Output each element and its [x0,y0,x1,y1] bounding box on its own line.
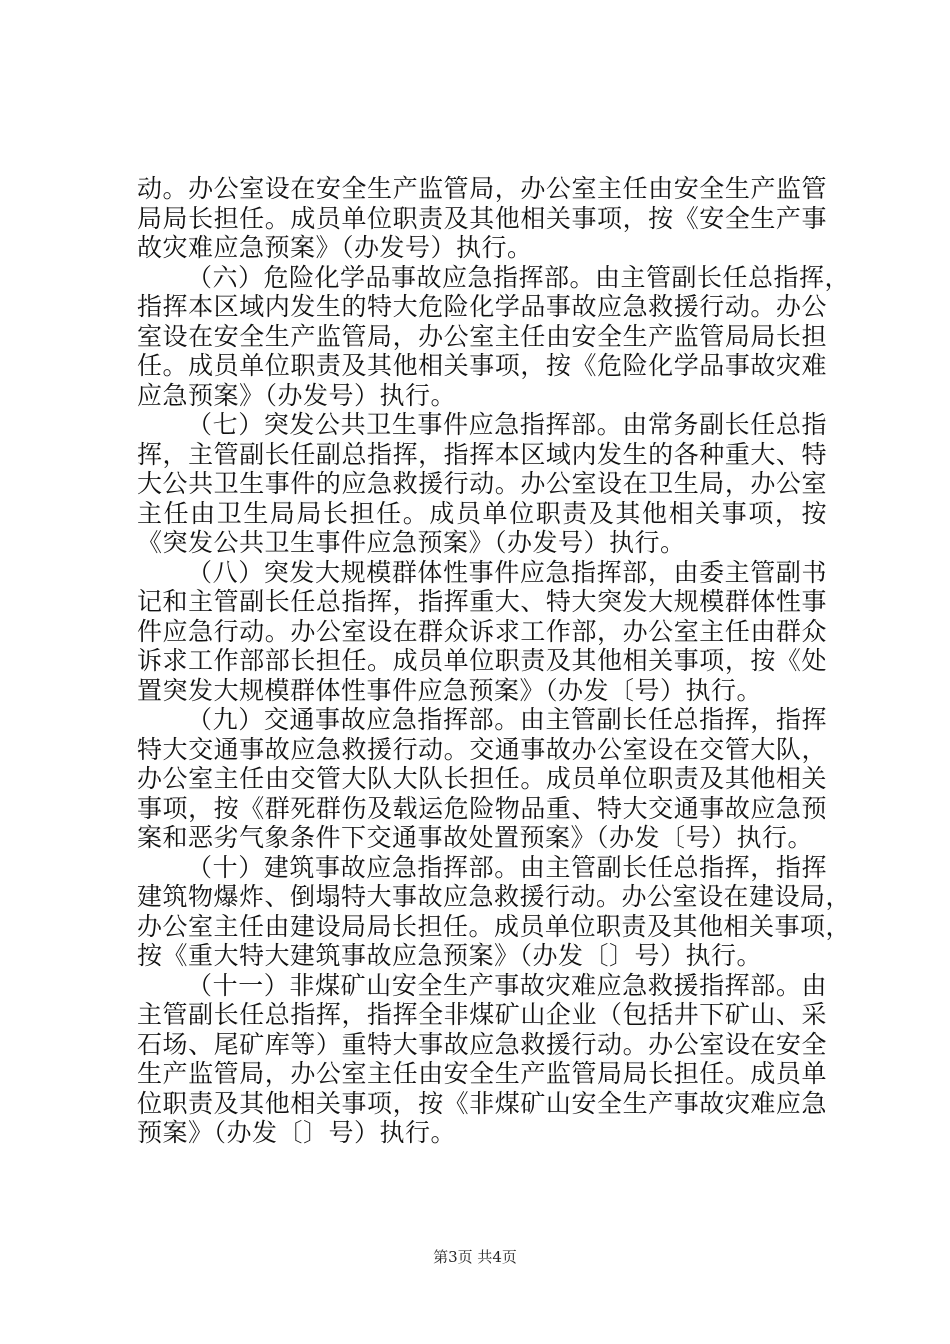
text-line: 位职责及其他相关事项，按《非煤矿山安全生产事故灾难应急 [137,1088,827,1118]
text-line: 办公室主任由交管大队大队长担任。成员单位职责及其他相关 [137,764,827,793]
text-line: 大公共卫生事件的应急救援行动。办公室设在卫生局，办公室 [137,469,827,498]
text-line: 诉求工作部部长担任。成员单位职责及其他相关事项，按《处 [137,646,827,675]
text-line: 《突发公共卫生事件应急预案》（办发号）执行。 [137,528,686,557]
page-number-footer: 第3页 共4页 [433,1248,517,1266]
text-line: 任。成员单位职责及其他相关事项，按《危险化学品事故灾难 [137,351,827,380]
text-line: 生产监管局，办公室主任由安全生产监管局局长担任。成员单 [137,1059,827,1088]
text-line: 局局长担任。成员单位职责及其他相关事项，按《安全生产事 [137,203,827,233]
text-line: 主任由卫生局局长担任。成员单位职责及其他相关事项，按 [137,498,827,528]
section-heading-line: （九）交通事故应急指挥部。由主管副长任总指挥，指挥 [187,705,827,734]
text-line: 按《重大特大建筑事故应急预案》（办发〔〕号）执行。 [137,941,763,970]
section-heading-line: （十）建筑事故应急指挥部。由主管副长任总指挥，指挥 [187,852,827,882]
text-line: 预案》（办发〔〕号）执行。 [137,1118,457,1147]
text-line: 特大交通事故应急救援行动。交通事故办公室设在交管大队， [137,734,827,764]
text-line: 动。办公室设在安全生产监管局，办公室主任由安全生产监管 [137,174,827,203]
section-heading-line: （六）危险化学品事故应急指挥部。由主管副长任总指挥， [187,262,851,292]
text-line: 建筑物爆炸、倒塌特大事故应急救援行动。办公室设在建设局， [137,882,852,911]
text-line: 主管副长任总指挥，指挥全非煤矿山企业（包括井下矿山、采 [137,1000,827,1029]
text-line: 室设在安全生产监管局，办公室主任由安全生产监管局局长担 [137,321,827,351]
text-line: 置突发大规模群体性事件应急预案》（办发〔号）执行。 [137,675,763,705]
section-heading-line: （八）突发大规模群体性事件应急指挥部，由委主管副书 [187,557,827,587]
text-line: 指挥本区域内发生的特大危险化学品事故应急救援行动。办公 [137,292,827,321]
section-heading-line: （七）突发公共卫生事件应急指挥部。由常务副长任总指 [187,410,827,439]
text-line: 记和主管副长任总指挥，指挥重大、特大突发大规模群体性事 [137,587,827,616]
document-body [137,174,852,1148]
text-line: 故灾难应急预案》（办发号）执行。 [137,233,533,262]
section-heading-line: （十一）非煤矿山安全生产事故灾难应急救援指挥部。由 [187,970,827,1000]
text-line: 办公室主任由建设局局长担任。成员单位职责及其他相关事项， [137,911,852,941]
text-line: 挥，主管副长任副总指挥，指挥本区域内发生的各种重大、特 [137,439,827,469]
text-line: 事项，按《群死群伤及载运危险物品重、特大交通事故应急预 [137,793,827,823]
text-line: 石场、尾矿库等）重特大事故应急救援行动。办公室设在安全 [137,1029,827,1059]
text-line: 件应急行动。办公室设在群众诉求工作部，办公室主任由群众 [137,616,827,646]
text-line: 应急预案》（办发号）执行。 [137,380,457,410]
text-line: 案和恶劣气象条件下交通事故处置预案》（办发〔号）执行。 [137,823,814,852]
